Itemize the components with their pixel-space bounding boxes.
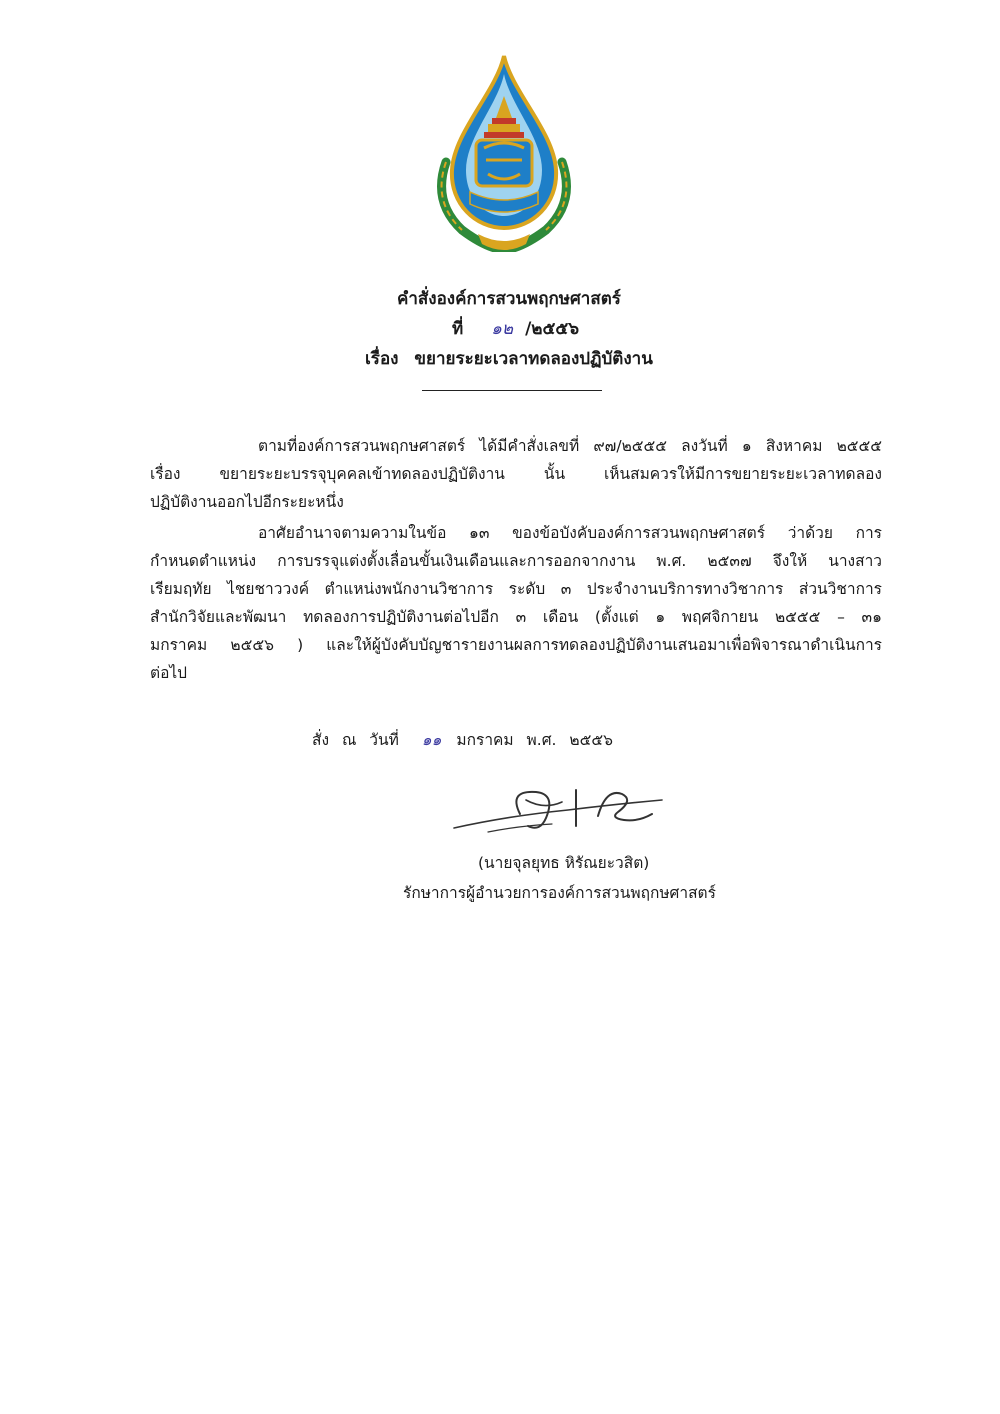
signer-name: (นายจุลยุทธ หิรัณยะวสิต) <box>478 854 650 872</box>
paragraph-line: เรื่อง ขยายระยะบรรจุบุคคลเข้าทดลองปฏิบัติงาน นั้น เห็นสมควรให้มีการขยายระยะเวลาทดลอง <box>150 465 882 483</box>
paragraph-line: อาศัยอำนาจตามความในข้อ ๑๓ ของข้อบังคับองค์การสวนพฤกษศาสตร์ ว่าด้วย การ <box>258 524 882 542</box>
paragraph-line: ตามที่องค์การสวนพฤกษศาสตร์ ได้มีคำสั่งเลขที่ ๙๗/๒๕๕๕ ลงวันที่ ๑ สิงหาคม ๒๕๕๕ <box>258 437 882 455</box>
body-paragraph-2 <box>150 519 882 687</box>
paragraph-line: ปฏิบัติงานออกไปอีกระยะหนึ่ง <box>150 493 344 511</box>
subject-text: ขยายระยะเวลาทดลองปฏิบัติงาน <box>414 349 653 369</box>
order-date-month: มกราคม <box>456 731 514 749</box>
order-date <box>312 727 621 752</box>
header-divider <box>422 390 602 391</box>
order-date-year: ๒๕๕๖ <box>569 731 613 749</box>
order-date-day-handwritten: ๑๑ <box>421 731 442 749</box>
handwritten-signature-icon <box>448 780 668 850</box>
order-date-day-label: วันที่ <box>369 731 399 749</box>
thai-organization-emblem-icon <box>426 52 582 252</box>
paragraph-line: เรียมฤทัย ไชยชาววงค์ ตำแหน่งพนักงานวิชาการ ระดับ ๓ ประจำงานบริการทางวิชาการ ส่วนวิชาการ <box>150 580 882 598</box>
order-date-era: พ.ศ. <box>526 731 557 749</box>
paragraph-line: สำนักวิจัยและพัฒนา ทดลองการปฏิบัติงานต่อไปอีก ๓ เดือน (ตั้งแต่ ๑ พฤศจิกายน ๒๕๕๕ – ๓๑ <box>150 608 882 626</box>
order-number-label: ที่ <box>452 319 464 339</box>
paragraph-line: มกราคม ๒๕๕๖ ) และให้ผู้บังคับบัญชารายงานผลการทดลองปฏิบัติงานเสนอมาเพื่อพิจารณาดำเนินการ <box>150 636 882 654</box>
paragraph-line: กำหนดตำแหน่ง การบรรจุแต่งตั้งเลื่อนขั้นเงินเดือนและการออกจากงาน พ.ศ. ๒๕๓๗ จึงให้ นางสาว <box>150 552 882 570</box>
paragraph-line: ต่อไป <box>150 664 188 682</box>
order-title: คำสั่งองค์การสวนพฤกษศาสตร์ <box>397 289 621 309</box>
signer-title: รักษาการผู้อำนวยการองค์การสวนพฤกษศาสตร์ <box>403 884 716 902</box>
order-number-handwritten: ๑๒ <box>491 319 514 339</box>
order-number-suffix: /๒๕๕๖ <box>525 319 580 339</box>
order-number <box>452 315 579 342</box>
order-date-at: ณ <box>341 731 357 749</box>
subject-label: เรื่อง <box>365 349 399 369</box>
order-date-prefix: สั่ง <box>312 731 330 749</box>
order-subject <box>365 345 653 372</box>
body-paragraph-1 <box>150 432 882 516</box>
